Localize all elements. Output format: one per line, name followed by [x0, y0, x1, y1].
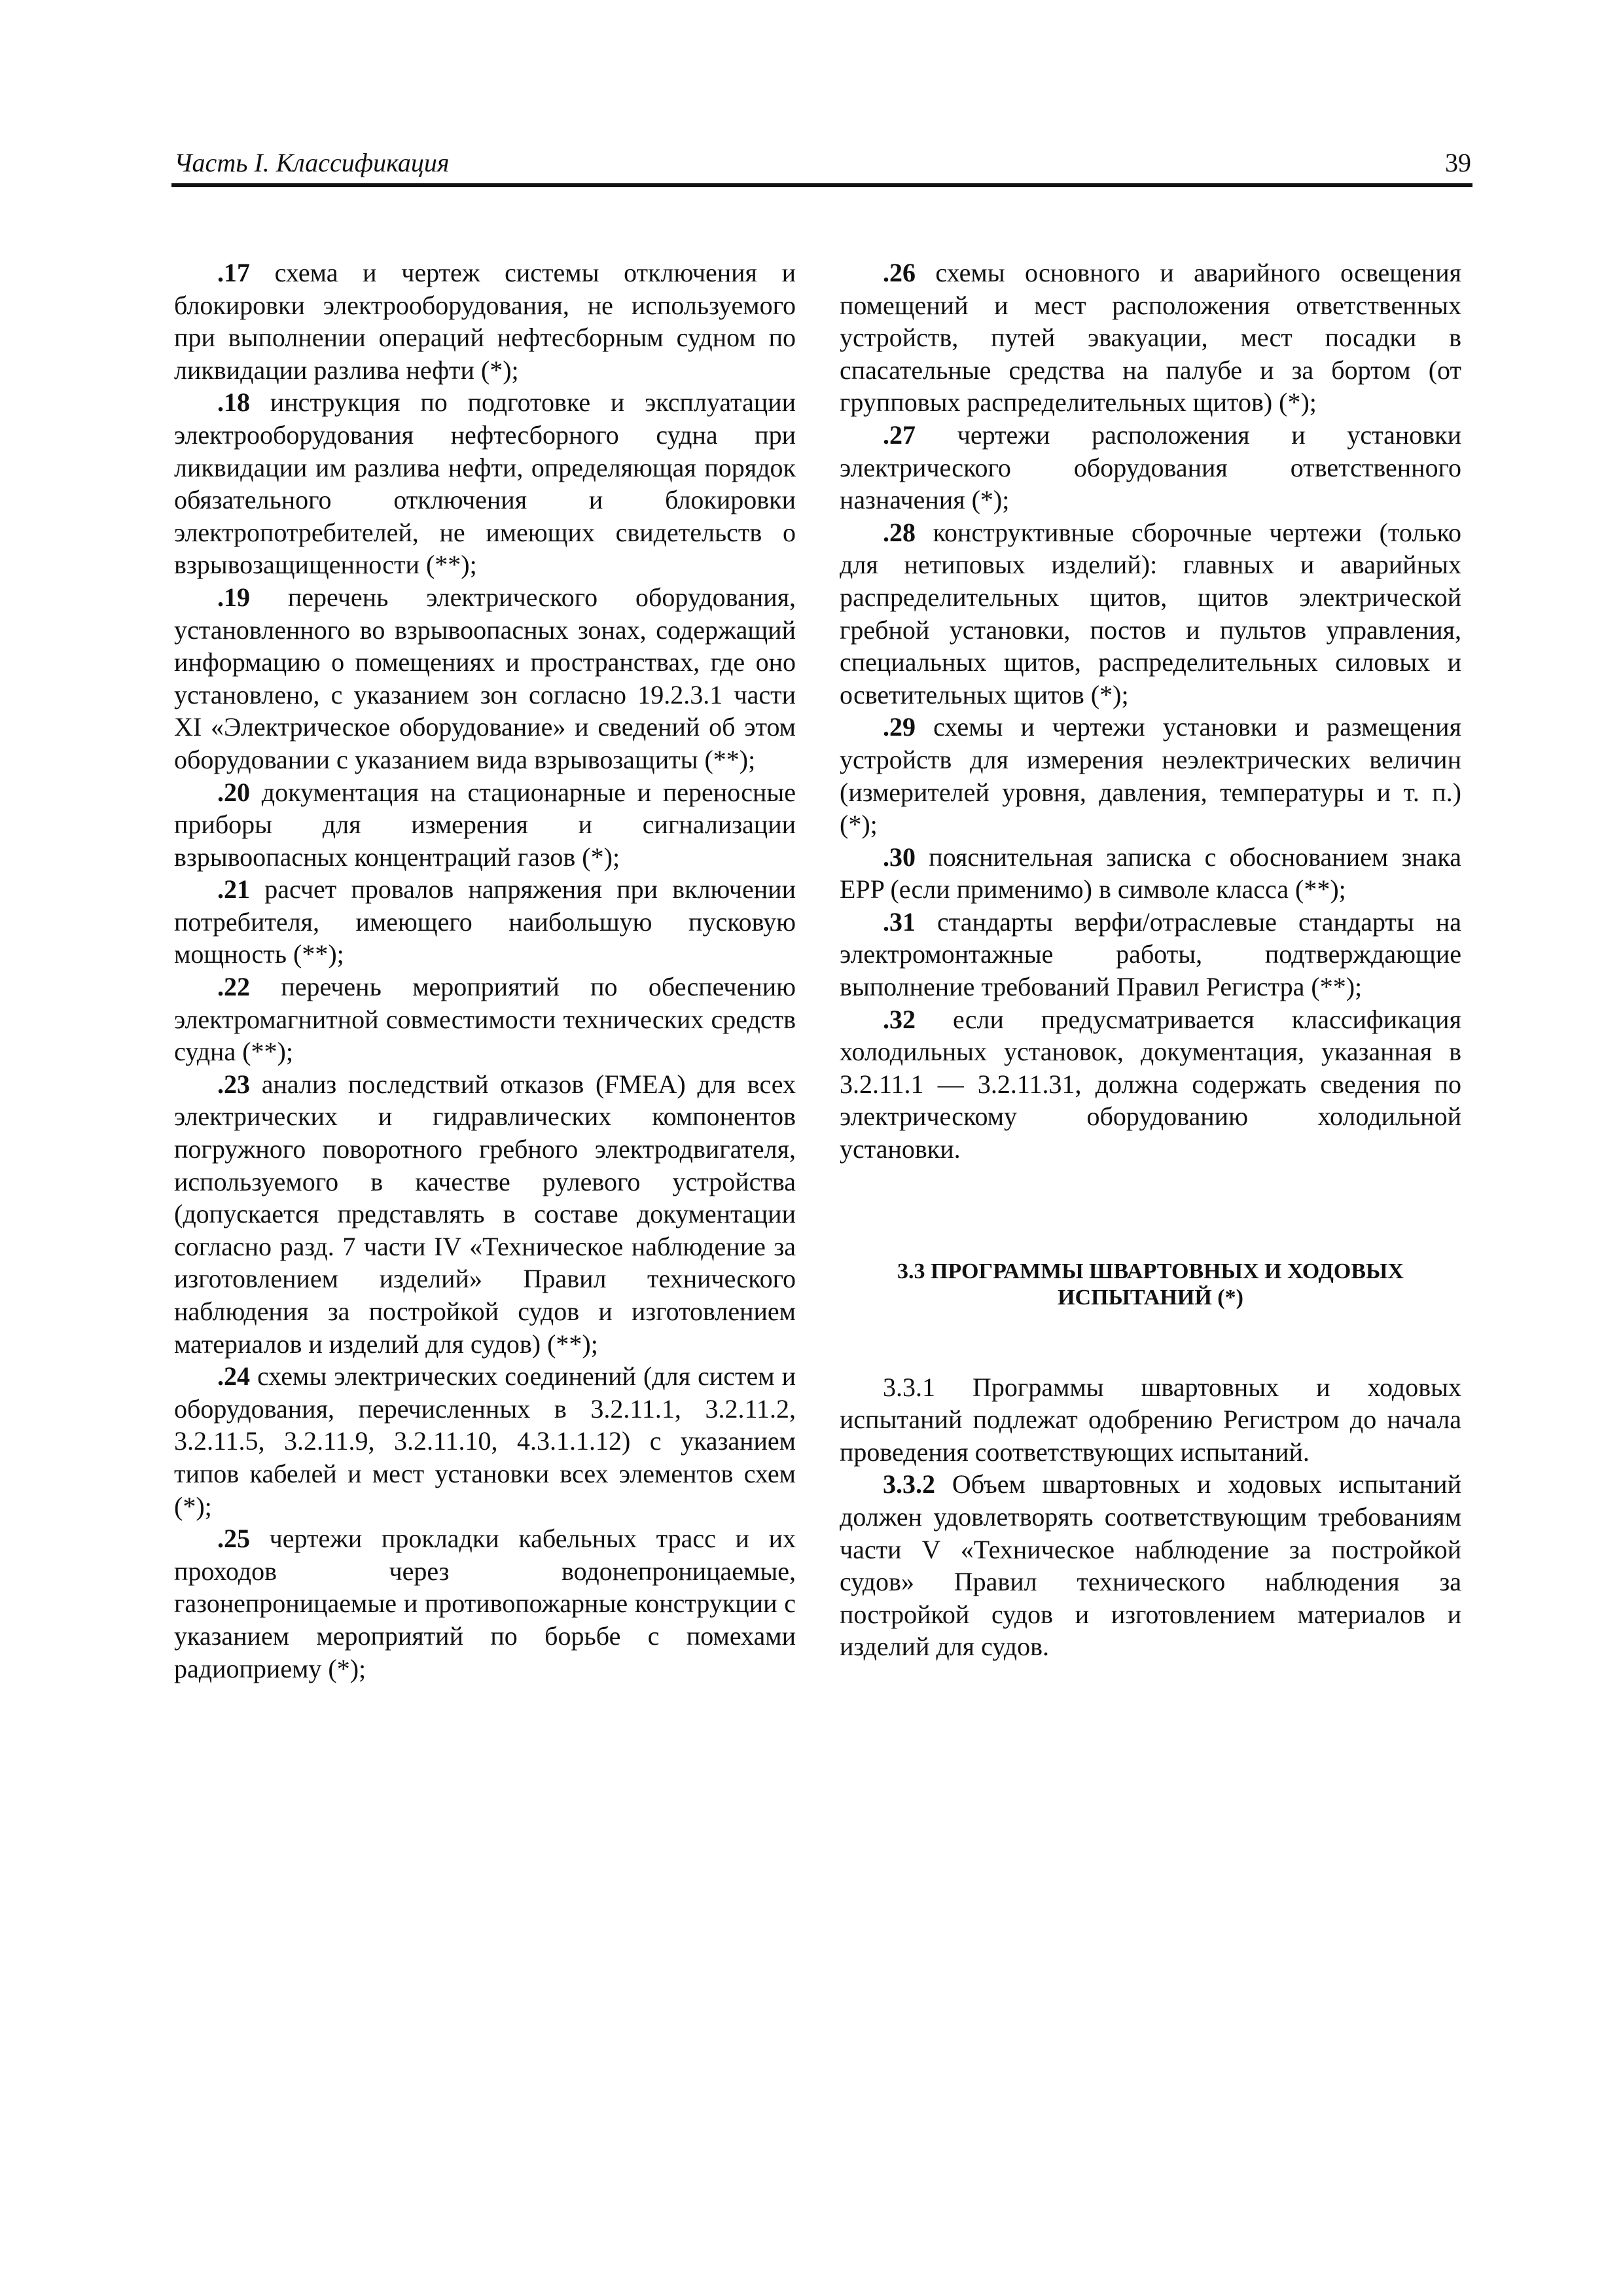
left-column: [174, 257, 796, 1685]
list-item: [840, 841, 1461, 906]
item-text: расчет провалов напряжения при включении потребителя, имеющего наибольшую пусковую мощность (**);: [174, 874, 796, 969]
item-text: инструкция по подготовке и эксплуатации электрооборудования нефтесборного судна при ликвидации им разлива нефти, определяющая порядок обязательного отключения и блокировки электропотребителей, не имеющих свидетельств о взрывозащищенности (**);: [174, 387, 796, 580]
item-number: .21: [217, 874, 250, 905]
item-number: .26: [883, 258, 916, 287]
item-text: документация на стационарные и переносные приборы для измерения и сигнализации взрывоопасных концентраций газов (*);: [174, 777, 796, 872]
list-item: [174, 776, 796, 874]
list-item: [840, 1003, 1461, 1166]
item-number: .17: [217, 258, 250, 287]
list-item: [840, 516, 1461, 711]
item-text: схема и чертеж системы отключения и блокировки электрооборудования, не используемого при выполнении операций нефтесборным судном по ликвидации разлива нефти (*);: [174, 258, 796, 385]
paragraph-number: 3.3.2: [883, 1469, 935, 1499]
item-text: чертежи прокладки кабельных трасс и их проходов через водонепроницаемые, газонепроницаемые и противопожарные конструкции с указанием мероприятий по борьбе с помехами радиоприему (*);: [174, 1524, 796, 1683]
list-item: [174, 1522, 796, 1685]
item-number: .23: [217, 1069, 250, 1099]
item-number: .30: [883, 842, 916, 872]
item-text: схемы электрических соединений (для систем и оборудования, перечисленных в 3.2.11.1, 3.2.11.2, 3.2.11.5, 3.2.11.9, 3.2.11.10, 4.3.1.1.12) с указанием типов кабелей и мест установки всех элементов схем (*);: [174, 1361, 796, 1521]
item-text: если предусматривается классификация холодильных установок, документация, указанная в 3.2.11.1 — 3.2.11.31, должна содержать сведения по электрическому оборудованию холодильной установки.: [840, 1004, 1461, 1164]
item-number: .24: [217, 1361, 250, 1391]
item-text: схемы и чертежи установки и размещения устройств для измерения неэлектрических величин (измерителей уровня, давления, температуры и т. п.) (*);: [840, 712, 1461, 840]
list-item: [174, 971, 796, 1068]
page-number: 39: [1445, 148, 1471, 177]
list-item: [840, 711, 1461, 840]
list-item: [174, 386, 796, 581]
list-item: [174, 581, 796, 776]
item-text: стандарты верфи/отраслевые стандарты на электромонтажные работы, подтверждающие выполнение требований Правил Регистра (**);: [840, 906, 1461, 1002]
item-number: .18: [217, 387, 250, 418]
paragraph-number: 3.3.1: [883, 1372, 935, 1402]
item-text: конструктивные сборочные чертежи (только для нетиповых изделий): главных и аварийных распределительных щитов, щитов электрической гребной установки, постов и пультов управления, специальных щитов, распределительных силовых и осветительных щитов (*);: [840, 517, 1461, 709]
item-text: перечень электрического оборудования, установленного во взрывоопасных зонах, содержащий информацию о помещениях и пространствах, где оно установлено, с указанием зон согласно 19.2.3.1 части XI «Электрическое оборудование» и сведений об этом оборудовании с указанием вида взрывозащиты (**);: [174, 582, 796, 774]
item-text: чертежи расположения и установки электрического оборудования ответственного назначения (*);: [840, 420, 1461, 515]
item-number: .28: [883, 517, 916, 547]
item-text: анализ последствий отказов (FMEA) для всех электрических и гидравлических компонентов погружного поворотного гребного электродвигателя, используемого в качестве рулевого устройства (допускается представлять в составе документации согласно разд. 7 части IV «Техническое наблюдение за изготовлением изделий» Правил технического наблюдения за постройкой судов и изготовлением материалов и изделий для судов) (**);: [174, 1069, 796, 1359]
item-text: перечень мероприятий по обеспечению электромагнитной совместимости технических средств судна (**);: [174, 972, 796, 1067]
list-item: [840, 419, 1461, 516]
list-item: [174, 873, 796, 971]
section-heading: 3.3 ПРОГРАММЫ ШВАРТОВНЫХ И ХОДОВЫХ ИСПЫТАНИЙ (*): [897, 1259, 1404, 1310]
list-item: [174, 1360, 796, 1522]
paragraph-text: Программы швартовных и ходовых испытаний подлежат одобрению Регистром до начала проведения соответствующих испытаний.: [840, 1372, 1461, 1467]
item-number: .32: [883, 1004, 916, 1034]
section-paragraph: [840, 1371, 1461, 1469]
item-number: .20: [217, 777, 250, 807]
item-text: схемы основного и аварийного освещения помещений и мест расположения ответственных устройств, путей эвакуации, мест посадки в спасательные средства на палубе и за бортом (от групповых распределительных щитов) (*);: [840, 258, 1461, 418]
item-number: .31: [883, 906, 916, 937]
list-item: [174, 257, 796, 386]
item-number: .19: [217, 582, 250, 612]
list-item: [840, 906, 1461, 1003]
section-paragraph: [840, 1468, 1461, 1663]
running-title: Часть I. Классификация: [174, 148, 450, 177]
item-number: .25: [217, 1524, 250, 1554]
item-text: пояснительная записка с обоснованием знака EPP (если применимо) в символе класса (**);: [840, 842, 1461, 905]
right-column: [840, 257, 1461, 1663]
item-number: .27: [883, 420, 916, 450]
item-number: .22: [217, 972, 250, 1002]
list-item: [174, 1068, 796, 1360]
paragraph-text: Объем швартовных и ходовых испытаний должен удовлетворять соответствующим требованиям части V «Техническое наблюдение за постройкой судов» Правил технического наблюдения за постройкой судов и изготовлением материалов и изделий для судов.: [840, 1469, 1461, 1662]
page-header: [171, 145, 1472, 187]
item-number: .29: [883, 712, 916, 742]
list-item: [840, 257, 1461, 419]
